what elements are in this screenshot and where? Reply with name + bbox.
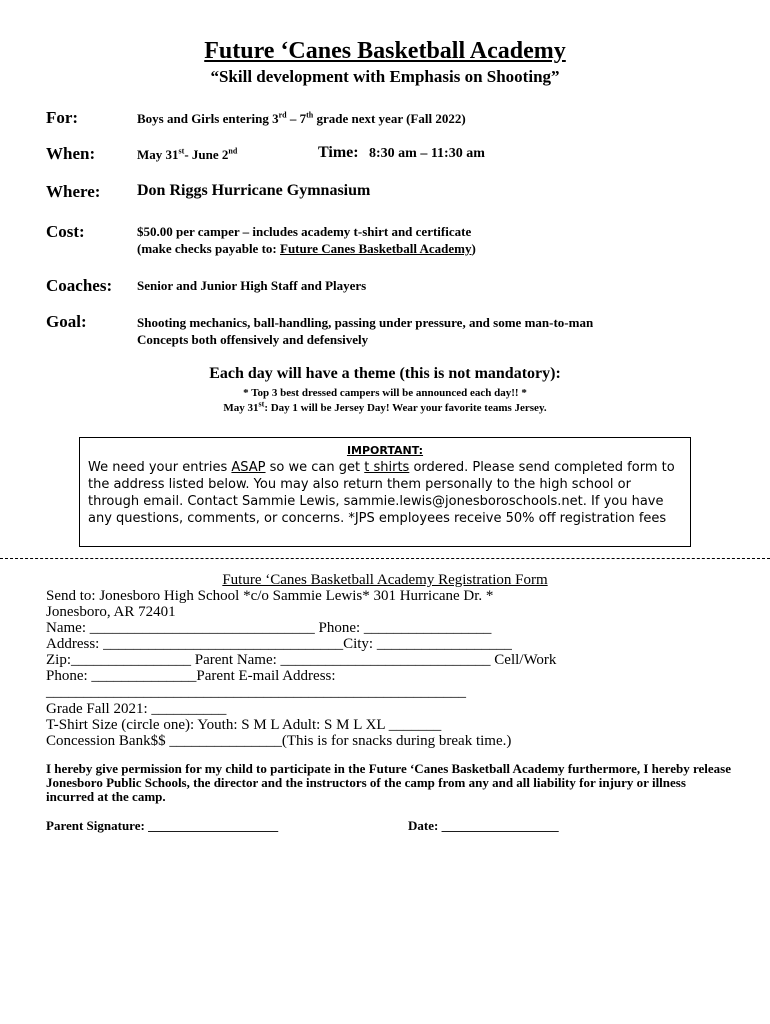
address-city-line[interactable]: Address: ________________________________City: __________________ <box>46 636 512 652</box>
zip-parent-line[interactable]: Zip:________________ Parent Name: ____________________________ Cell/Work <box>46 652 557 668</box>
email-blank-line[interactable]: ________________________________________________________ <box>46 684 466 700</box>
time-value: 8:30 am – 11:30 am <box>369 146 485 161</box>
cut-line <box>0 558 770 559</box>
payee-name: Future Canes Basketball Academy <box>280 241 472 256</box>
page-title: Future ‘Canes Basketball Academy <box>204 38 566 64</box>
cost-line-2: (make checks payable to: Future Canes Basketball Academy) <box>137 241 476 256</box>
important-text: We need your entries ASAP so we can get t shirts ordered. Please send completed form to the address listed below. You may also return them personally to the high school or through email. Contact Sammie Lewis, sammie.lewis@jonesboroschools.net. If you have any questions, comments, or concerns. *JPS employees receive 50% off registration fees <box>88 460 675 526</box>
theme-heading: Each day will have a theme (this is not mandatory): <box>209 365 561 382</box>
form-title: Future ‘Canes Basketball Academy Registration Form <box>222 572 548 588</box>
date-line[interactable]: Date: __________________ <box>408 818 559 833</box>
cost-line-1: $50.00 per camper – includes academy t-shirt and certificate <box>137 224 472 239</box>
tshirt-line[interactable]: T-Shirt Size (circle one): Youth: S M L Adult: S M L XL _______ <box>46 717 442 733</box>
important-box <box>79 437 691 547</box>
when-label: When: <box>46 144 96 163</box>
goal-line-2: Concepts both offensively and defensively <box>137 332 369 347</box>
coaches-label: Coaches: <box>46 276 113 295</box>
send-to-line: Send to: Jonesboro High School *c/o Sammie Lewis* 301 Hurricane Dr. * <box>46 588 494 604</box>
theme-note-1: * Top 3 best dressed campers will be announced each day!! * <box>243 387 527 399</box>
time-label: Time: <box>318 144 359 161</box>
important-heading: IMPORTANT: <box>346 444 424 457</box>
grade-line[interactable]: Grade Fall 2021: __________ <box>46 701 227 717</box>
name-phone-line[interactable]: Name: ______________________________ Phone: _________________ <box>46 620 492 636</box>
when-value: May 31st- June 2nd <box>137 146 238 162</box>
phone-email-line[interactable]: Phone: ______________Parent E-mail Address: <box>46 668 336 684</box>
where-value: Don Riggs Hurricane Gymnasium <box>137 182 371 199</box>
where-label: Where: <box>46 182 101 201</box>
goal-label: Goal: <box>46 312 87 331</box>
concession-line[interactable]: Concession Bank$$ _______________(This is for snacks during break time.) <box>46 733 512 749</box>
coaches-value: Senior and Junior High Staff and Players <box>137 278 367 293</box>
permission-text: I hereby give permission for my child to participate in the Future ‘Canes Basketball Academy furthermore, I hereby release Jonesboro Public Schools, the director and the instructors of the camp from any and all liability for injury or illness incurred at the camp. <box>46 761 731 804</box>
for-value: Boys and Girls entering 3rd – 7th grade next year (Fall 2022) <box>137 110 466 126</box>
tshirts-text: t shirts <box>364 460 410 475</box>
page-subtitle: “Skill development with Emphasis on Shooting” <box>210 67 560 86</box>
theme-note-2: May 31st: Day 1 will be Jersey Day! Wear your favorite teams Jersey. <box>223 399 547 414</box>
goal-line-1: Shooting mechanics, ball-handling, passing under pressure, and some man-to-man <box>137 315 594 330</box>
signature-line[interactable]: Parent Signature: ____________________ <box>46 818 279 833</box>
city-line: Jonesboro, AR 72401 <box>46 604 176 620</box>
asap-text: ASAP <box>231 460 266 475</box>
cost-label: Cost: <box>46 222 85 241</box>
for-label: For: <box>46 108 79 127</box>
